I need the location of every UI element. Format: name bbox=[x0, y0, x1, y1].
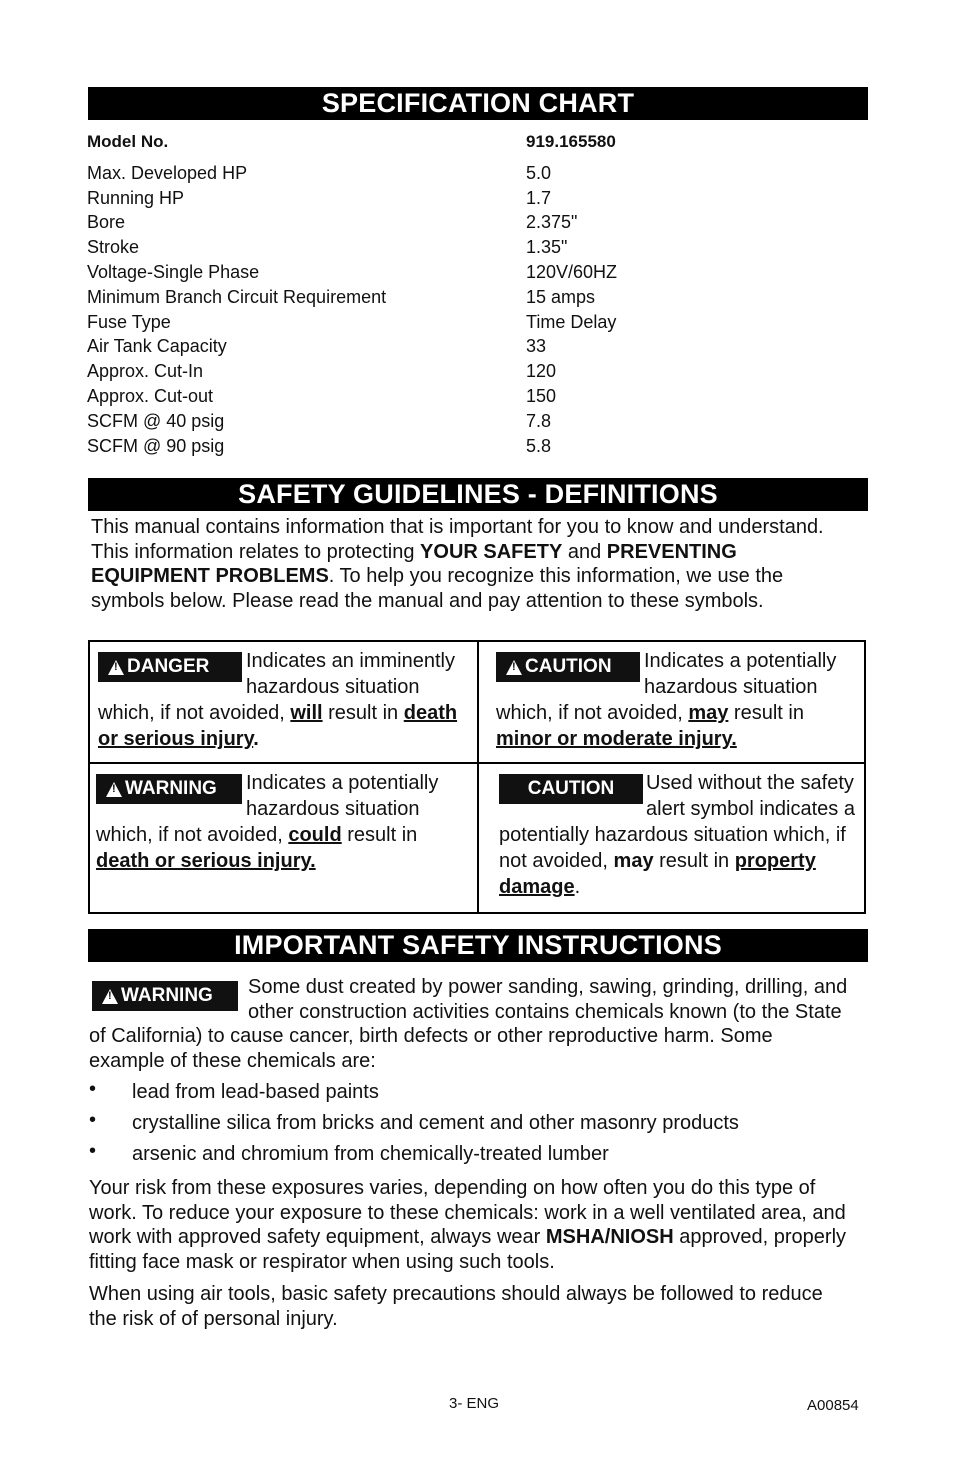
spec-value: 120 bbox=[526, 361, 557, 382]
spec-value: 33 bbox=[526, 336, 547, 357]
definition-text: result in bbox=[322, 702, 404, 724]
definition-text: Indicates an imminently hazardous situation which, if not avoided, bbox=[98, 650, 455, 724]
definition-text: Indicates a potentially hazardous situation which, if not avoided, bbox=[96, 772, 439, 846]
spec-label: Fuse Type bbox=[87, 311, 171, 332]
list-item-text: lead from lead-based paints bbox=[132, 1081, 379, 1103]
spec-row bbox=[87, 186, 867, 211]
chemical-list bbox=[89, 1077, 849, 1170]
badge-label: WARNING bbox=[125, 778, 217, 799]
spec-header-row bbox=[87, 130, 867, 155]
alert-triangle-icon bbox=[102, 989, 118, 1004]
definition-text: result in bbox=[728, 702, 804, 724]
list-item bbox=[89, 1108, 849, 1139]
spec-value: 1.7 bbox=[526, 187, 552, 208]
paragraph-text: approved, properly fitting face mask or respirator when using such tools. bbox=[89, 1226, 847, 1273]
spec-value: 1.35" bbox=[526, 237, 568, 258]
intro-text: and bbox=[562, 540, 607, 563]
spec-label: SCFM @ 90 psig bbox=[87, 435, 225, 456]
spec-chart-title: SPECIFICATION CHART bbox=[88, 87, 868, 120]
document-code: A00854 bbox=[807, 1397, 859, 1414]
paragraph-text: Your risk from these exposures varies, depending on how often you do this type of work. To reduce your exposure to these chemicals: work in a well ventilated area, and work with approved safety equipment, always wear bbox=[89, 1177, 846, 1248]
spec-label: Approx. Cut-In bbox=[87, 361, 204, 382]
spec-value: 919.165580 bbox=[526, 132, 616, 151]
definition-text: Used without the safety alert symbol indicates a potentially hazardous situation which, if not avoided, bbox=[499, 772, 855, 872]
spec-row bbox=[87, 359, 867, 384]
bullet-icon: • bbox=[89, 1109, 97, 1131]
important-safety-title: IMPORTANT SAFETY INSTRUCTIONS bbox=[88, 929, 868, 962]
grid-divider bbox=[477, 642, 479, 912]
spec-value: 15 amps bbox=[526, 286, 596, 307]
caution-alert-badge bbox=[496, 652, 640, 682]
intro-bold: YOUR SAFETY bbox=[420, 540, 563, 563]
spec-label: Stroke bbox=[87, 237, 140, 258]
bullet-icon: • bbox=[89, 1078, 97, 1100]
spec-table bbox=[87, 130, 867, 458]
caution-alert-definition bbox=[496, 648, 858, 752]
spec-row bbox=[87, 334, 867, 359]
definition-emphasis: may bbox=[613, 850, 654, 872]
spec-label: Voltage-Single Phase bbox=[87, 261, 260, 282]
caution-plain-badge bbox=[499, 774, 643, 804]
warning-badge bbox=[96, 774, 242, 804]
definition-emphasis: could bbox=[288, 824, 342, 846]
bullet-icon: • bbox=[89, 1140, 97, 1162]
danger-badge bbox=[98, 652, 242, 682]
spec-value: 7.8 bbox=[526, 410, 552, 431]
safety-guidelines-title: SAFETY GUIDELINES - DEFINITIONS bbox=[88, 478, 868, 511]
page-number: 3- ENG bbox=[449, 1395, 500, 1412]
grid-divider bbox=[90, 762, 864, 764]
spec-row bbox=[87, 210, 867, 235]
intro-text: . To help you recognize this information, we use the symbols below. Please read the manual and pay attention to these symbols. bbox=[91, 565, 784, 612]
spec-label: Minimum Branch Circuit Requirement bbox=[87, 286, 387, 307]
spec-label: Running HP bbox=[87, 187, 185, 208]
caution-plain-definition bbox=[499, 770, 857, 900]
definition-text: . bbox=[253, 728, 259, 750]
list-item-text: arsenic and chromium from chemically-treated lumber bbox=[132, 1143, 609, 1165]
spec-row bbox=[87, 260, 867, 285]
definition-emphasis: death or serious injury. bbox=[96, 850, 316, 872]
list-item-text: crystalline silica from bricks and cement and other masonry products bbox=[132, 1112, 739, 1134]
list-item bbox=[89, 1077, 849, 1108]
alert-triangle-icon bbox=[506, 660, 522, 675]
intro-text: This manual contains information that is important for you to know and understand. This information relates to protecting bbox=[91, 516, 824, 563]
spec-value: 120V/60HZ bbox=[526, 261, 618, 282]
exposure-paragraph bbox=[89, 1176, 849, 1274]
spec-row bbox=[87, 384, 867, 409]
definition-emphasis: death or serious injury bbox=[98, 702, 458, 750]
spec-label: Approx. Cut-out bbox=[87, 385, 214, 406]
spec-row bbox=[87, 161, 867, 186]
spec-row bbox=[87, 235, 867, 260]
spec-row bbox=[87, 310, 867, 335]
list-item bbox=[89, 1139, 849, 1170]
spec-value: 5.8 bbox=[526, 435, 552, 456]
safety-instructions-body bbox=[89, 975, 849, 1331]
definition-text: result in bbox=[341, 824, 418, 846]
definition-emphasis: will bbox=[290, 702, 323, 724]
dust-warning-paragraph bbox=[89, 975, 849, 1073]
hazard-definitions-grid bbox=[88, 640, 866, 914]
spec-value: 150 bbox=[526, 385, 557, 406]
intro-bold: PREVENTING EQUIPMENT PROBLEMS bbox=[91, 540, 737, 587]
paragraph-bold: MSHA/NIOSH bbox=[545, 1226, 674, 1248]
spec-row bbox=[87, 409, 867, 434]
spec-value: 2.375" bbox=[526, 212, 578, 233]
definition-emphasis: may bbox=[688, 702, 729, 724]
air-tools-paragraph: When using air tools, basic safety precautions should always be followed to reduce the risk of of personal injury. bbox=[89, 1283, 823, 1330]
definition-emphasis: property damage bbox=[499, 850, 816, 898]
warning-definition bbox=[96, 770, 468, 874]
badge-label: CAUTION bbox=[525, 656, 612, 677]
spec-value: Time Delay bbox=[526, 311, 617, 332]
definition-emphasis: minor or moderate injury. bbox=[496, 728, 737, 750]
badge-label: CAUTION bbox=[527, 778, 615, 799]
alert-triangle-icon bbox=[106, 782, 122, 797]
guidelines-intro bbox=[91, 515, 861, 613]
spec-label: Max. Developed HP bbox=[87, 162, 248, 183]
definition-text: . bbox=[574, 876, 581, 898]
danger-definition bbox=[98, 648, 468, 752]
spec-label: Air Tank Capacity bbox=[87, 336, 227, 357]
definition-text: Indicates a potentially hazardous situation which, if not avoided, bbox=[496, 650, 837, 724]
spec-value: 5.0 bbox=[526, 162, 552, 183]
spec-label: Bore bbox=[87, 212, 126, 233]
badge-label: DANGER bbox=[127, 656, 210, 677]
spec-row bbox=[87, 434, 867, 459]
alert-triangle-icon bbox=[108, 660, 124, 675]
paragraph-text: Some dust created by power sanding, sawing, grinding, drilling, and other construction activities contains chemicals known (to the State of California) to cause cancer, birth defects or other reproductive harm. Some example of these chemicals are: bbox=[89, 976, 848, 1072]
spec-label: Model No. bbox=[87, 132, 169, 151]
spec-label: SCFM @ 40 psig bbox=[87, 410, 225, 431]
definition-text: result in bbox=[653, 850, 735, 872]
warning-badge bbox=[92, 981, 238, 1011]
spec-row bbox=[87, 285, 867, 310]
badge-label: WARNING bbox=[121, 985, 213, 1006]
